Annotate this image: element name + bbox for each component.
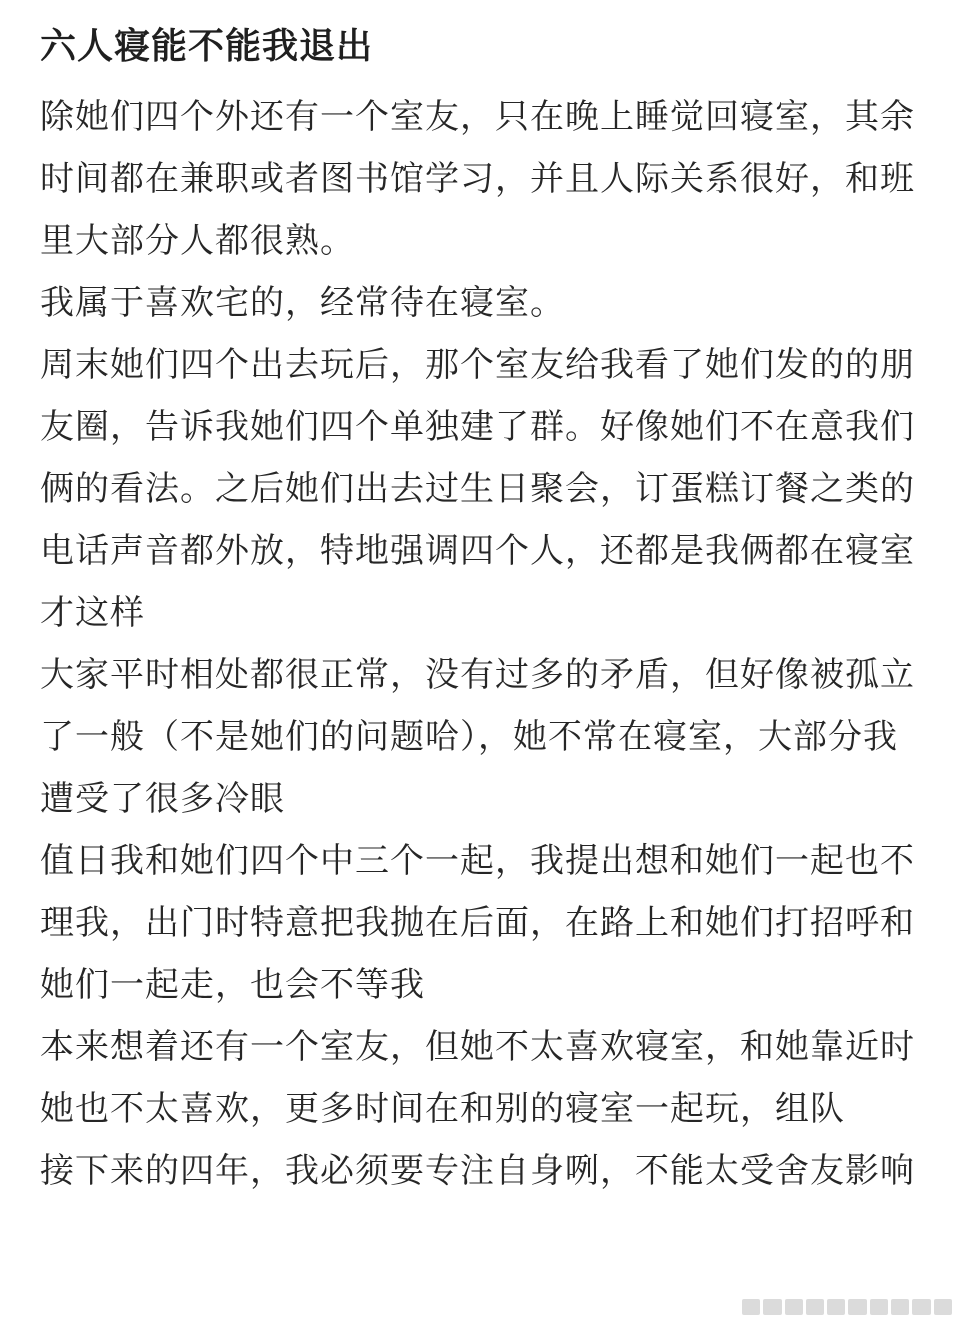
paragraph: 周末她们四个出去玩后，那个室友给我看了她们发的的朋友圈，告诉我她们四个单独建了群。好像她们不在意我们俩的看法。之后她们出去过生日聚会，订蛋糕订餐之类的电话声音都外放，特地强调四个人，还都是我俩都在寝室才这样 [40, 345, 915, 633]
paragraph: 接下来的四年，我必须要专注自身咧，不能太受舍友影响 [40, 1151, 915, 1191]
paragraph: 除她们四个外还有一个室友，只在晚上睡觉回寝室，其余时间都在兼职或者图书馆学习，并且人际关系很好，和班里大部分人都很熟。 [40, 97, 915, 261]
post-body [40, 86, 920, 1202]
paragraph: 大家平时相处都很正常，没有过多的矛盾，但好像被孤立了一般（不是她们的问题哈），她不常在寝室，大部分我遭受了很多冷眼 [40, 655, 915, 819]
post [40, 20, 920, 1202]
paragraph: 我属于喜欢宅的，经常待在寝室。 [40, 283, 565, 323]
watermark [742, 1299, 952, 1315]
paragraph: 本来想着还有一个室友，但她不太喜欢寝室，和她靠近时她也不太喜欢，更多时间在和别的寝室一起玩，组队 [40, 1027, 915, 1129]
post-title: 六人寝能不能我退出 [40, 26, 374, 67]
paragraph: 值日我和她们四个中三个一起，我提出想和她们一起也不理我，出门时特意把我抛在后面，在路上和她们打招呼和她们一起走，也会不等我 [40, 841, 915, 1005]
